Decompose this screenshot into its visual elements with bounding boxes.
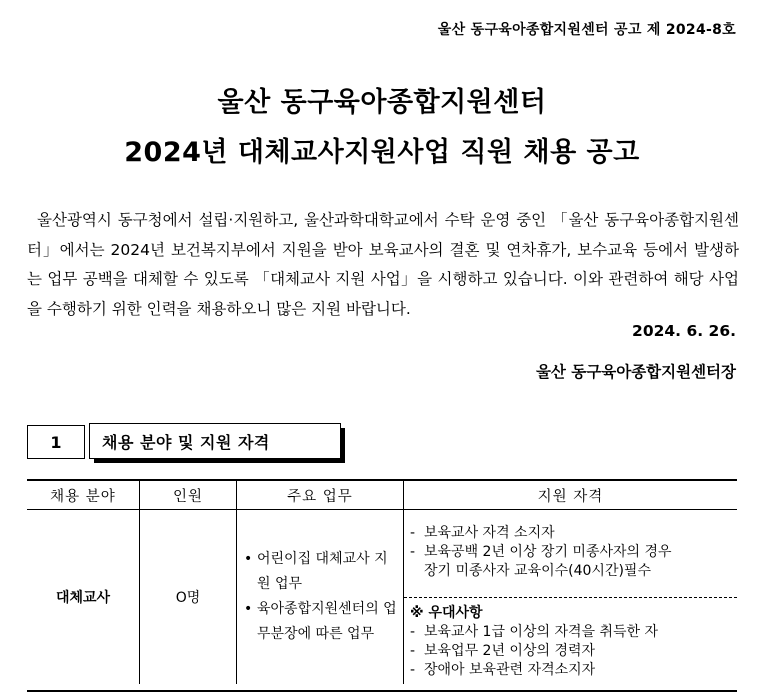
requirement-item: - 보육공백 2년 이상 장기 미종사자의 경우 — [410, 544, 672, 560]
table-row — [27, 510, 737, 685]
section-number: 1 — [27, 425, 85, 459]
cell-count: O명 — [140, 510, 237, 685]
header-qualification: 지원 자격 — [404, 480, 738, 510]
duty-item: • 육아종합지원센터의 업무분장에 따른 업무 — [241, 597, 399, 647]
cell-duty — [237, 510, 404, 685]
preferences-box — [404, 598, 737, 684]
qualification-table — [27, 479, 737, 684]
signer: 울산 동구육아종합지원센터장 — [535, 363, 736, 381]
preference-item: - 보육업무 2년 이상의 경력자 — [410, 643, 596, 659]
section-title: 채용 분야 및 지원 자격 — [89, 423, 341, 459]
requirement-continuation: 장기 미종사자 교육이수(40시간)필수 — [424, 563, 651, 579]
intro-paragraph — [27, 206, 739, 324]
cell-qualification — [404, 510, 738, 685]
cell-field: 대체교사 — [27, 510, 140, 685]
duty-list — [241, 547, 399, 647]
notice-number: 울산 동구육아종합지원센터 공고 제 2024-8호 — [437, 22, 736, 38]
table-bottom-border — [27, 690, 737, 692]
header-count: 인원 — [140, 480, 237, 510]
preference-title: ※ 우대사항 — [410, 605, 483, 621]
page-subtitle: 2024년 대체교사지원사업 직원 채용 공고 — [124, 137, 640, 168]
intro-text: 울산광역시 동구청에서 설립·지원하고, 울산과학대학교에서 수탁 운영 중인 「울산 동구육아종합지원센터」에서는 2024년 보건복지부에서 지원을 받아 보육교사의 결혼 및 연차휴가, 보수교육 등에서 발생하는 업무 공백을 대체할 수 있도록 「대체교사 지원 사업」을 시행하고 있습니다. 이와 관련하여 해당 사업을 수행하기 위한 인력을 채용하오니 많은 지원 바랍니다. — [27, 211, 739, 318]
preference-item: - 장애아 보육관련 자격소지자 — [410, 662, 596, 678]
page-title: 울산 동구육아종합지원센터 — [217, 87, 547, 118]
requirements-box — [404, 510, 737, 598]
requirement-item: - 보육교사 자격 소지자 — [410, 525, 555, 541]
preference-item: - 보육교사 1급 이상의 자격을 취득한 자 — [410, 624, 659, 640]
header-field: 채용 분야 — [27, 480, 140, 510]
duty-item: • 어린이집 대체교사 지원 업무 — [241, 547, 399, 597]
notice-date: 2024. 6. 26. — [632, 322, 736, 340]
header-duty: 주요 업무 — [237, 480, 404, 510]
table-header-row — [27, 480, 737, 510]
